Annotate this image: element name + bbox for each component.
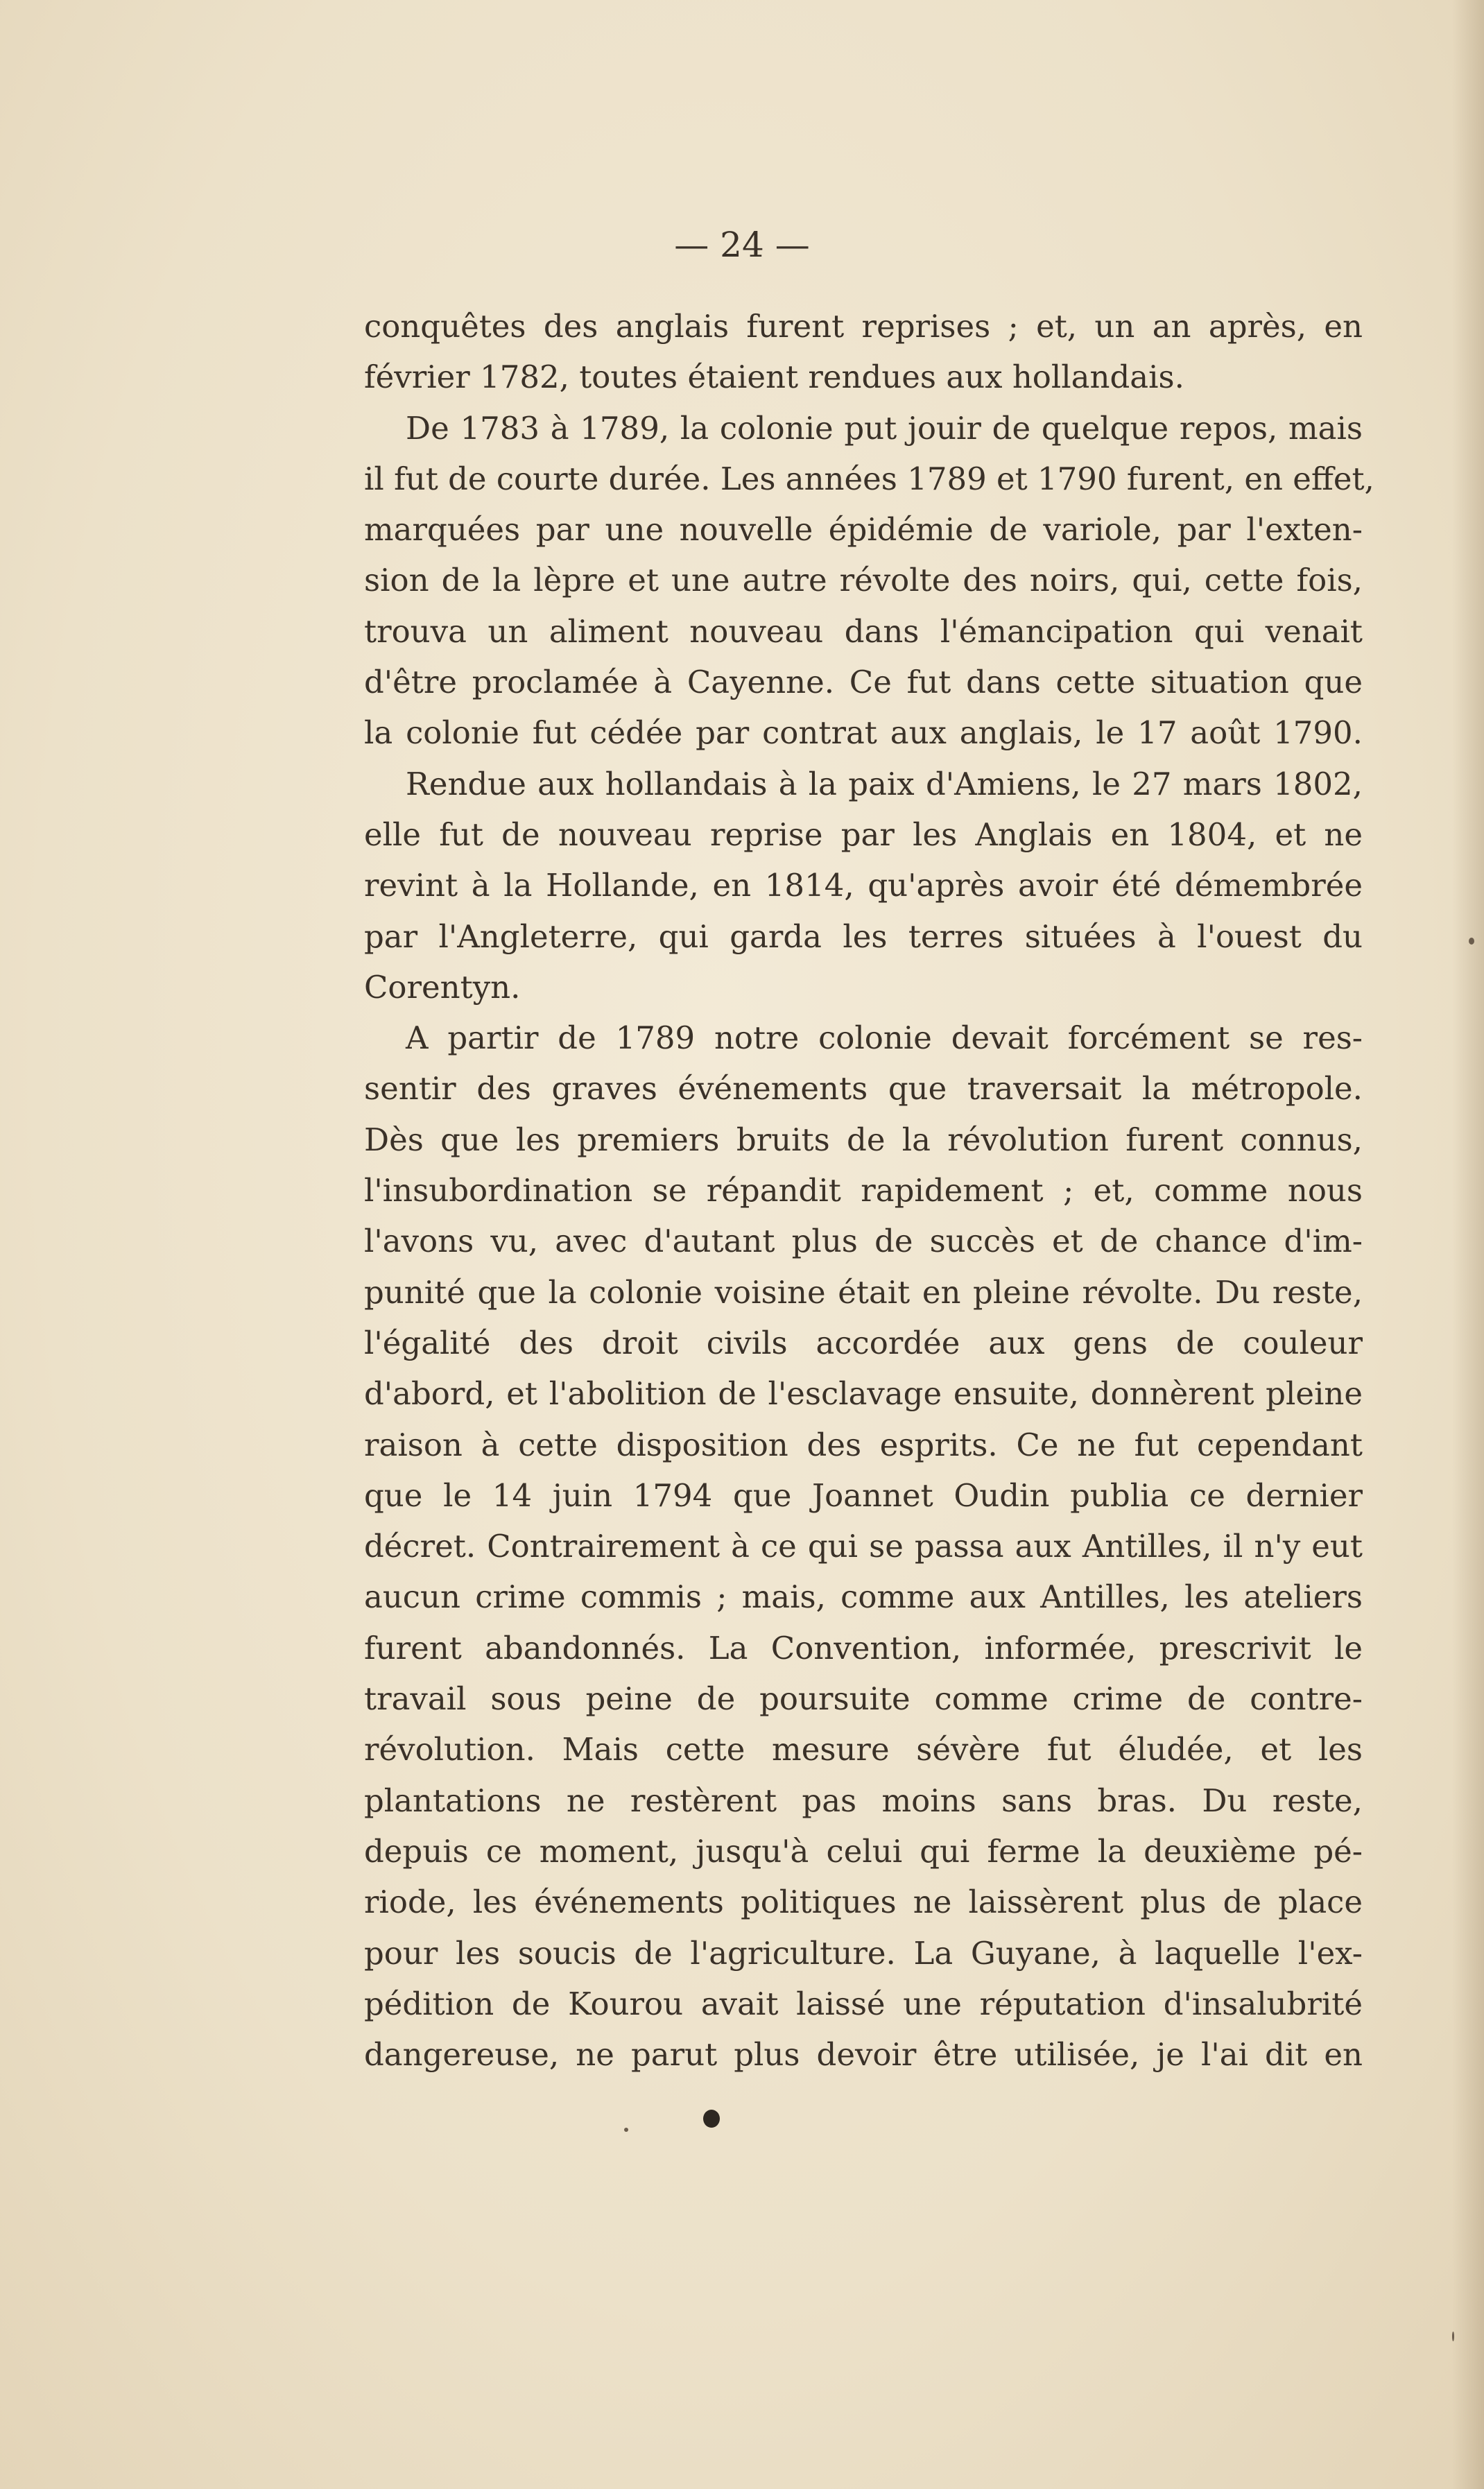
text-line: février 1782, toutes étaient rendues aux hollandais. <box>364 359 1184 396</box>
text-line: De 1783 à 1789, la colonie put jouir de quelque repos, mais <box>406 409 1363 447</box>
text-line: Corentyn. <box>364 968 521 1006</box>
text-line: l'avons vu, avec d'autant plus de succès et de chance d'im- <box>364 1223 1363 1260</box>
ink-speck <box>1452 2332 1454 2341</box>
text-line: pour les soucis de l'agriculture. La Guyane, à laquelle l'ex- <box>364 1934 1363 1972</box>
text-line: par l'Angleterre, qui garda les terres situées à l'ouest du <box>364 918 1363 955</box>
signature-mark <box>703 2110 720 2128</box>
text-line: punité que la colonie voisine était en pleine révolte. Du reste, <box>364 1273 1363 1311</box>
text-line: marquées par une nouvelle épidémie de variole, par l'exten- <box>364 511 1363 549</box>
body-text <box>364 301 1374 2080</box>
text-line: l'insubordination se répandit rapidement ; et, comme nous <box>364 1172 1363 1209</box>
text-line: A partir de 1789 notre colonie devait forcément se res- <box>406 1019 1363 1057</box>
text-line: trouva un aliment nouveau dans l'émancipation qui venait <box>364 612 1363 650</box>
ink-speck <box>1469 938 1474 945</box>
text-line: sentir des graves événements que traversait la métropole. <box>364 1070 1363 1108</box>
page-number: — 24 — <box>674 225 810 265</box>
ink-speck <box>624 2128 628 2132</box>
text-line: aucun crime commis ; mais, comme aux Antilles, les ateliers <box>364 1578 1363 1616</box>
text-line: révolution. Mais cette mesure sévère fut éludée, et les <box>364 1731 1363 1768</box>
text-line: revint à la Hollande, en 1814, qu'après avoir été démembrée <box>364 867 1363 904</box>
text-line: pédition de Kourou avait laissé une réputation d'insalubrité <box>364 1985 1363 2022</box>
text-line: que le 14 juin 1794 que Joannet Oudin publia ce dernier <box>364 1476 1363 1514</box>
text-line: la colonie fut cédée par contrat aux anglais, le 17 août 1790. <box>364 714 1363 752</box>
text-line: elle fut de nouveau reprise par les Anglais en 1804, et ne <box>364 816 1363 853</box>
page-edge-shadow <box>1452 0 1484 2489</box>
text-line: d'être proclamée à Cayenne. Ce fut dans cette situation que <box>364 664 1363 701</box>
text-line: conquêtes des anglais furent reprises ; et, un an après, en <box>364 308 1363 345</box>
text-line: sion de la lèpre et une autre révolte des noirs, qui, cette fois, <box>364 562 1363 599</box>
text-line: décret. Contrairement à ce qui se passa aux Antilles, il n'y eut <box>364 1528 1363 1565</box>
text-line: dangereuse, ne parut plus devoir être utilisée, je l'ai dit en <box>364 2036 1363 2074</box>
text-line: furent abandonnés. La Convention, informée, prescrivit le <box>364 1629 1363 1666</box>
text-line: Dès que les premiers bruits de la révolution furent connus, <box>364 1121 1363 1158</box>
text-line: riode, les événements politiques ne laissèrent plus de place <box>364 1884 1363 1921</box>
text-line: travail sous peine de poursuite comme crime de contre- <box>364 1680 1363 1718</box>
text-line: d'abord, et l'abolition de l'esclavage ensuite, donnèrent pleine <box>364 1375 1363 1413</box>
text-line: plantations ne restèrent pas moins sans bras. Du reste, <box>364 1782 1363 1819</box>
text-line: l'égalité des droit civils accordée aux gens de couleur <box>364 1324 1363 1361</box>
text-line: il fut de courte durée. Les années 1789 et 1790 furent, en effet, <box>364 460 1374 497</box>
text-line: Rendue aux hollandais à la paix d'Amiens, le 27 mars 1802, <box>406 765 1363 802</box>
text-line: raison à cette disposition des esprits. Ce ne fut cependant <box>364 1426 1363 1463</box>
text-line: depuis ce moment, jusqu'à celui qui ferme la deuxième pé- <box>364 1832 1363 1870</box>
